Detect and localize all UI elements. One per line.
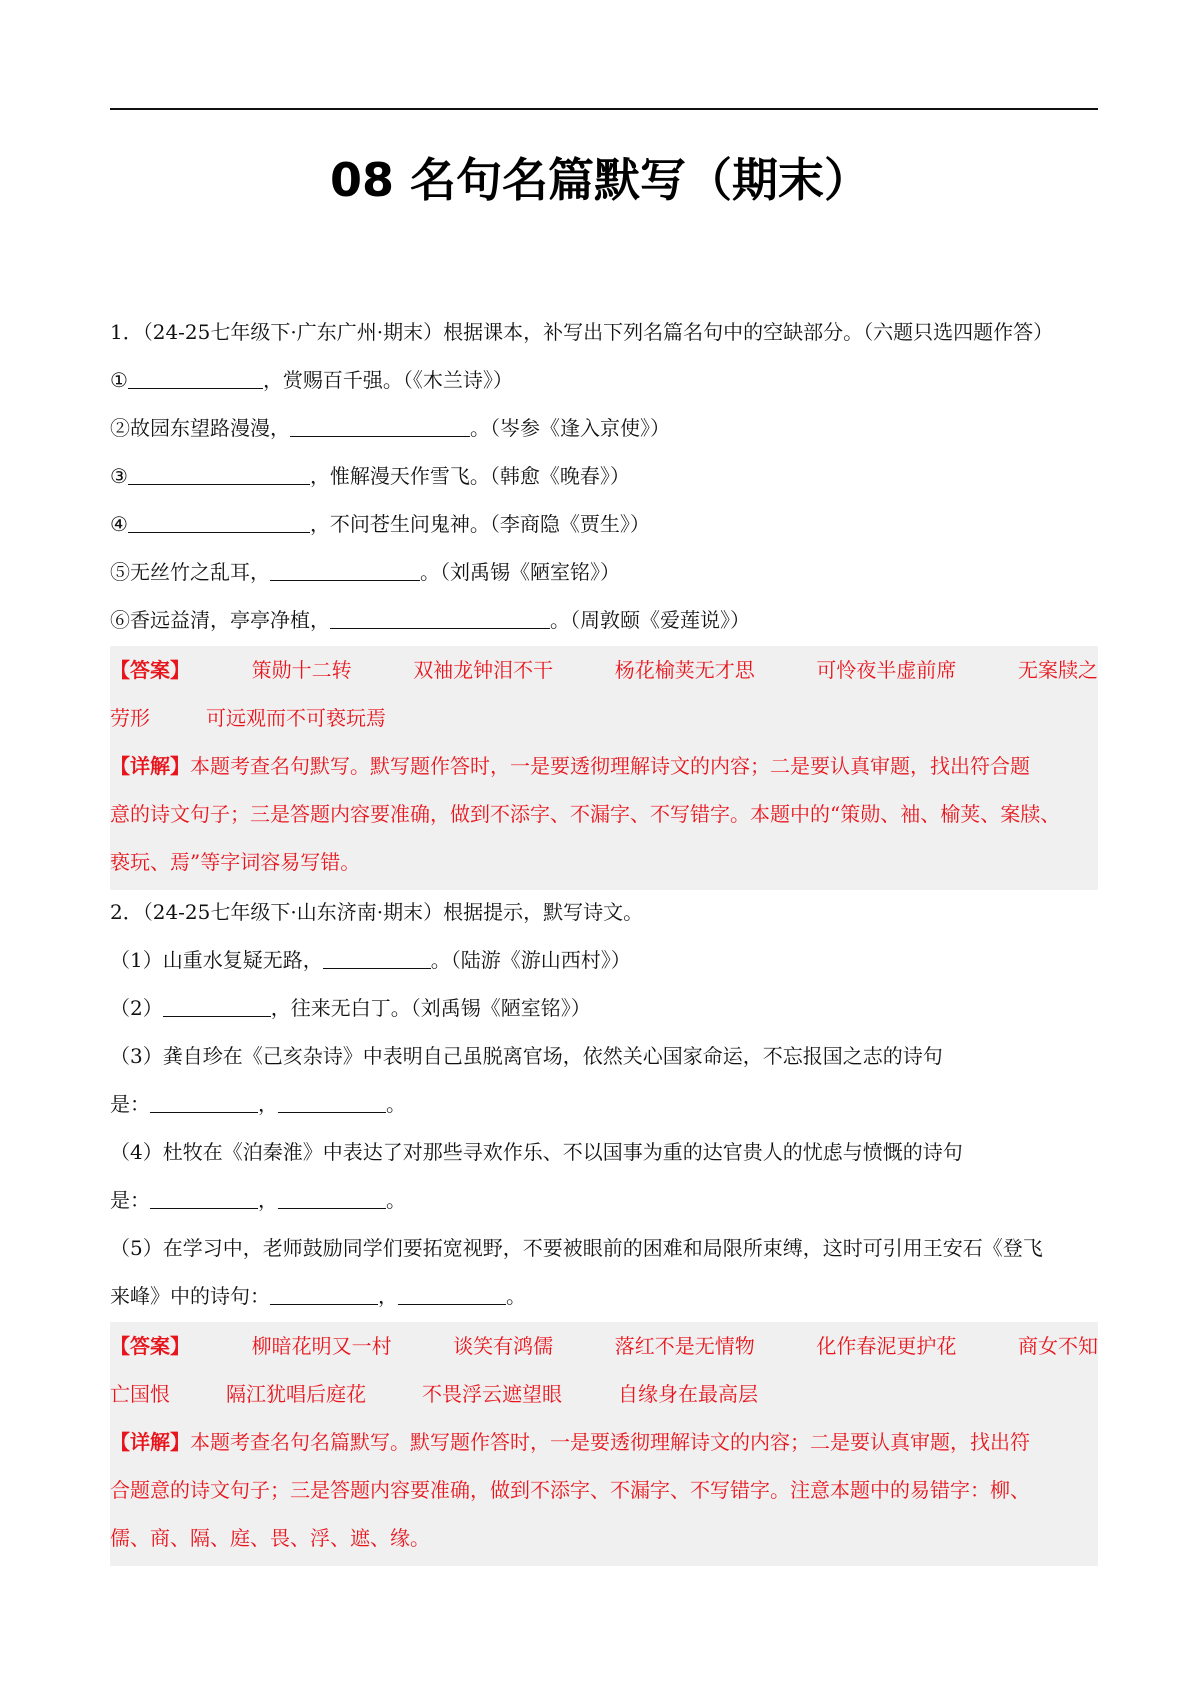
q2-item-5-answer: 来峰》中的诗句： ， 。 (110, 1272, 526, 1320)
q1-detail-line-1: 【详解】本题考查名句默写。默写题作答时，一是要透彻理解诗文的内容；二是要认真审题，找出符合题 (110, 754, 1030, 778)
q1-item-3: ③ ，惟解漫天作雪飞。（韩愈《晚春》） (110, 452, 630, 500)
q2-item-4-answer: 是： ， 。 (110, 1176, 406, 1224)
q2-answers-row-2 (110, 1370, 1098, 1418)
q1-answers-row-2 (110, 694, 1098, 742)
answer-item: 杨花榆荚无才思 (614, 658, 755, 682)
answer-blank[interactable] (128, 458, 310, 485)
q2-item-3: （3）龚自珍在《己亥杂诗》中表明自己虽脱离官场，依然关心国家命运，不忘报国之志的诗句 (110, 1044, 943, 1068)
q1-item-5: ⑤无丝竹之乱耳， 。（刘禹锡《陋室铭》） (110, 548, 620, 596)
answer-blank[interactable] (330, 602, 550, 629)
q2-item-2: （2） ，往来无白丁。（刘禹锡《陋室铭》） (110, 984, 591, 1032)
answer-item: 柳暗花明又一村 (251, 1334, 392, 1358)
page-title: 08 名句名篇默写（期末） (329, 153, 871, 207)
q2-detail-line-1: 【详解】本题考查名句名篇默写。默写题作答时，一是要透彻理解诗文的内容；二是要认真审题，找出符 (110, 1430, 1030, 1454)
answer-blank[interactable] (290, 410, 470, 437)
q1-detail-line-2: 意的诗文句子；三是答题内容要准确，做到不添字、不漏字、不写错字。本题中的“策勋、袖、榆荚、案牍、 (110, 802, 1061, 826)
answer-item: 不畏浮云遮望眼 (422, 1382, 562, 1406)
q2-item-4: （4）杜牧在《泊秦淮》中表达了对那些寻欢作乐、不以国事为重的达官贵人的忧虑与愤慨的诗句 (110, 1140, 963, 1164)
answer-item: 可怜夜半虚前席 (816, 658, 957, 682)
answer-item: 落红不是无情物 (614, 1334, 755, 1358)
q1-item-4: ④ ，不问苍生问鬼神。（李商隐《贾生》） (110, 500, 650, 548)
answer-blank[interactable] (278, 1182, 386, 1209)
header-rule (110, 108, 1098, 110)
answer-blank[interactable] (323, 942, 431, 969)
q2-item-5: （5）在学习中，老师鼓励同学们要拓宽视野，不要被眼前的困难和局限所束缚，这时可引用王安石《登飞 (110, 1236, 1043, 1260)
answer-item: 策勋十二转 (251, 658, 352, 682)
answer-item: 隔江犹唱后庭花 (226, 1382, 366, 1406)
answer-blank[interactable] (270, 1278, 378, 1305)
answer-blank[interactable] (163, 990, 271, 1017)
answer-item: 谈笑有鸿儒 (453, 1334, 554, 1358)
q2-item-1: （1）山重水复疑无路， 。（陆游《游山西村》） (110, 936, 631, 984)
answer-item: 商女不知 (1017, 1334, 1098, 1358)
answer-blank[interactable] (150, 1086, 258, 1113)
answer-blank[interactable] (128, 506, 310, 533)
answer-blank[interactable] (150, 1182, 258, 1209)
q1-item-1: ① ，赏赐百千强。（《木兰诗》） (110, 356, 513, 404)
q2-detail-line-3: 儒、商、隔、庭、畏、浮、遮、缘。 (110, 1526, 430, 1550)
answer-item: 亡国恨 (110, 1382, 170, 1406)
answer-item: 可远观而不可亵玩焉 (206, 706, 386, 730)
answer-blank[interactable] (398, 1278, 506, 1305)
answer-blank[interactable] (270, 554, 420, 581)
answer-item: 无案牍之 (1017, 658, 1098, 682)
q2-detail-line-2: 合题意的诗文句子；三是答题内容要准确，做到不添字、不漏字、不写错字。注意本题中的易错字：柳、 (110, 1478, 1030, 1502)
q1-detail-line-3: 亵玩、焉”等字词容易写错。 (110, 850, 361, 874)
answer-blank[interactable] (128, 362, 263, 389)
answer-item: 化作春泥更护花 (816, 1334, 957, 1358)
answer-item: 自缘身在最高层 (618, 1382, 758, 1406)
answer-item: 劳形 (110, 706, 150, 730)
answer-blank[interactable] (278, 1086, 386, 1113)
q2-answers-row-1: 【答案】 柳暗花明又一村 谈笑有鸿儒 落红不是无情物 化作春泥更护花 商女不知 (110, 1322, 1098, 1370)
q1-item-2: ②故园东望路漫漫， 。（岑参《逢入京使》） (110, 404, 670, 452)
q2-item-3-answer: 是： ， 。 (110, 1080, 406, 1128)
q1-stem: 1．（24-25七年级下·广东广州·期末）根据课本，补写出下列名篇名句中的空缺部分。（六题只选四题作答） (110, 320, 1054, 344)
q2-stem: 2．（24-25七年级下·山东济南·期末）根据提示，默写诗文。 (110, 900, 644, 924)
q1-answers-row-1: 【答案】 策勋十二转 双袖龙钟泪不干 杨花榆荚无才思 可怜夜半虚前席 无案牍之 (110, 646, 1098, 694)
answer-item: 双袖龙钟泪不干 (413, 658, 554, 682)
q1-item-6: ⑥香远益清，亭亭净植， 。（周敦颐《爱莲说》） (110, 596, 750, 644)
